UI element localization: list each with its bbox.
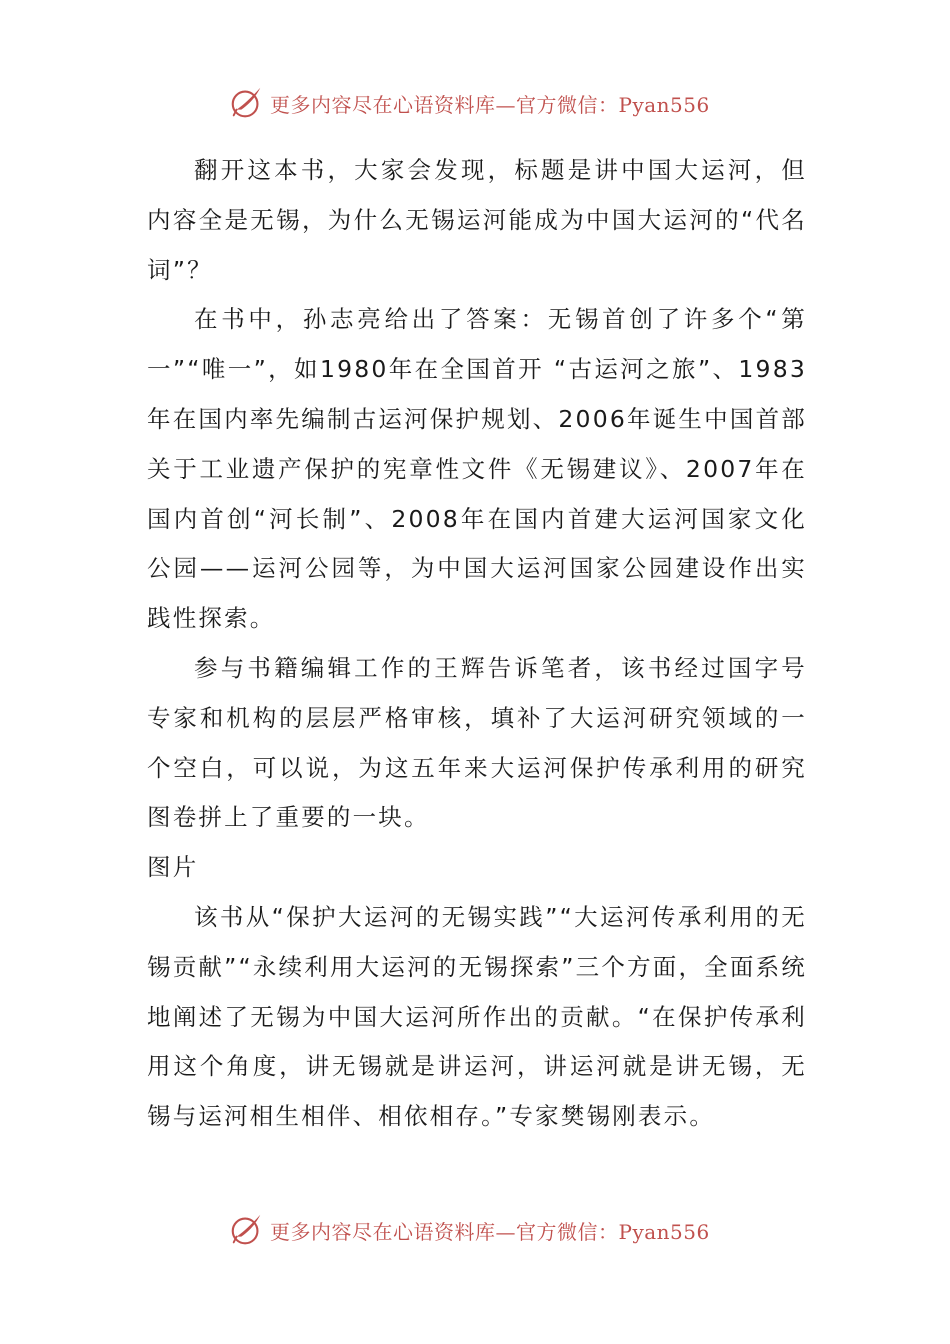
paragraph-2: 在书中，孙志亮给出了答案：无锡首创了许多个“第一”“唯一”，如1980年在全国首开 “古运河之旅”、1983年在国内率先编制古运河保护规划、2006年诞生中国首部关于工业遗产保护的宪章性文件《无锡建议》、2007年在国内首创“河长制”、2008年在国内首建大运河国家文化公园——运河公园等，为中国大运河国家公园建设作出实践性探索。 bbox=[147, 305, 807, 633]
quill-pen-logo-icon bbox=[228, 84, 266, 122]
header-banner-text: 更多内容尽在心语资料库—官方微信：Pyan556 bbox=[270, 92, 710, 117]
article-body bbox=[147, 146, 807, 1142]
paragraph-1: 翻开这本书，大家会发现，标题是讲中国大运河，但内容全是无锡，为什么无锡运河能成为中国大运河的“代名词”？ bbox=[147, 156, 807, 284]
paragraph-3: 参与书籍编辑工作的王辉告诉笔者，该书经过国字号专家和机构的层层严格审核，填补了大运河研究领域的一个空白，可以说，为这五年来大运河保护传承利用的研究图卷拼上了重要的一块。 bbox=[147, 653, 807, 832]
header-watermark-banner bbox=[228, 83, 728, 123]
footer-watermark-banner bbox=[228, 1210, 728, 1250]
image-placeholder-label: 图片 bbox=[147, 853, 199, 882]
footer-banner-text: 更多内容尽在心语资料库—官方微信：Pyan556 bbox=[270, 1219, 710, 1244]
quill-pen-logo-icon bbox=[228, 1211, 266, 1249]
paragraph-4: 该书从“保护大运河的无锡实践”“大运河传承利用的无锡贡献”“永续利用大运河的无锡探索”三个方面，全面系统地阐述了无锡为中国大运河所作出的贡献。“在保护传承利用这个角度，讲无锡就是讲运河，讲运河就是讲无锡，无锡与运河相生相伴、相依相存。”专家樊锡刚表示。 bbox=[147, 902, 807, 1131]
